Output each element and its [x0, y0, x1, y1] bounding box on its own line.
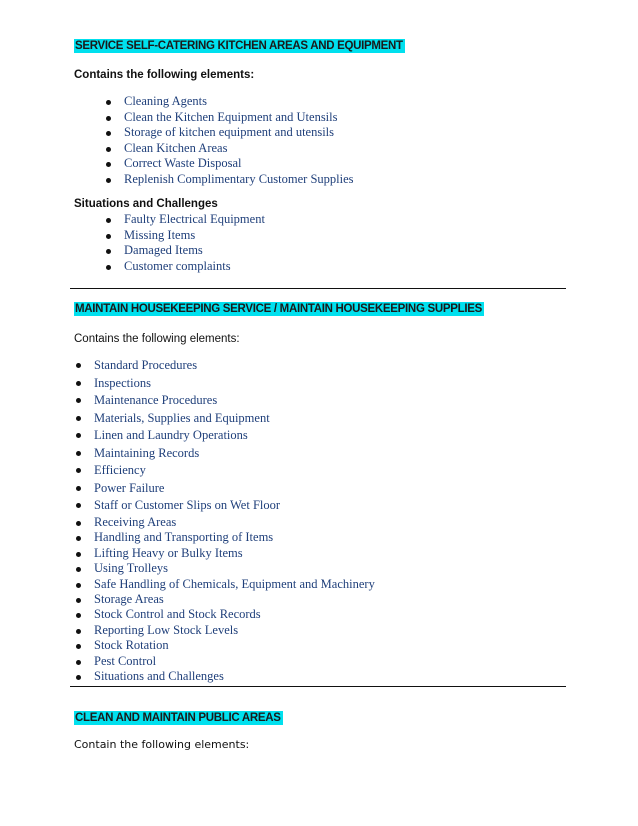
section-heading-self-catering [74, 38, 405, 54]
list-item: Inspections [74, 375, 280, 393]
list-item: Customer complaints [104, 259, 265, 275]
section1-elements-list [104, 94, 354, 187]
list-item: Receiving Areas [74, 515, 375, 530]
list-item: Power Failure [74, 480, 280, 498]
list-item: Cleaning Agents [104, 94, 354, 110]
elements-label: Contains the following elements: [74, 333, 240, 345]
list-item: Stock Rotation [74, 638, 375, 653]
heading-highlight: CLEAN AND MAINTAIN PUBLIC AREAS [75, 712, 281, 724]
list-item: Missing Items [104, 228, 265, 244]
section-divider [70, 686, 566, 687]
list-item: Lifting Heavy or Bulky Items [74, 546, 375, 561]
list-item: Maintenance Procedures [74, 392, 280, 410]
list-item: Safe Handling of Chemicals, Equipment and Machinery [74, 577, 375, 592]
list-item: Correct Waste Disposal [104, 156, 354, 172]
section2-elements-list [74, 357, 280, 515]
list-item: Stock Control and Stock Records [74, 607, 375, 622]
list-item: Pest Control [74, 654, 375, 669]
list-item: Damaged Items [104, 243, 265, 259]
list-item: Reporting Low Stock Levels [74, 623, 375, 638]
list-item: Linen and Laundry Operations [74, 427, 280, 445]
list-item: Standard Procedures [74, 357, 280, 375]
list-item: Situations and Challenges [74, 669, 375, 684]
section-heading-housekeeping [74, 301, 484, 317]
list-item: Handling and Transporting of Items [74, 530, 375, 545]
list-item: Maintaining Records [74, 445, 280, 463]
list-item: Using Trolleys [74, 561, 375, 576]
section2-elements-list-continued [74, 515, 375, 684]
section-heading-public-areas [74, 710, 283, 726]
list-item: Clean Kitchen Areas [104, 141, 354, 157]
situations-label: Situations and Challenges [74, 198, 218, 210]
list-item: Faulty Electrical Equipment [104, 212, 265, 228]
list-item: Efficiency [74, 462, 280, 480]
elements-label: Contain the following elements: [74, 738, 250, 751]
section1-situations-list [104, 212, 265, 274]
list-item: Storage of kitchen equipment and utensils [104, 125, 354, 141]
list-item: Replenish Complimentary Customer Supplies [104, 172, 354, 188]
list-item: Storage Areas [74, 592, 375, 607]
elements-label: Contains the following elements: [74, 69, 255, 81]
section-divider [70, 288, 566, 289]
list-item: Staff or Customer Slips on Wet Floor [74, 497, 280, 515]
list-item: Materials, Supplies and Equipment [74, 410, 280, 428]
heading-highlight: SERVICE SELF-CATERING KITCHEN AREAS AND EQUIPMENT [75, 40, 403, 52]
heading-highlight: MAINTAIN HOUSEKEEPING SERVICE / MAINTAIN HOUSEKEEPING SUPPLIES [75, 303, 482, 315]
list-item: Clean the Kitchen Equipment and Utensils [104, 110, 354, 126]
